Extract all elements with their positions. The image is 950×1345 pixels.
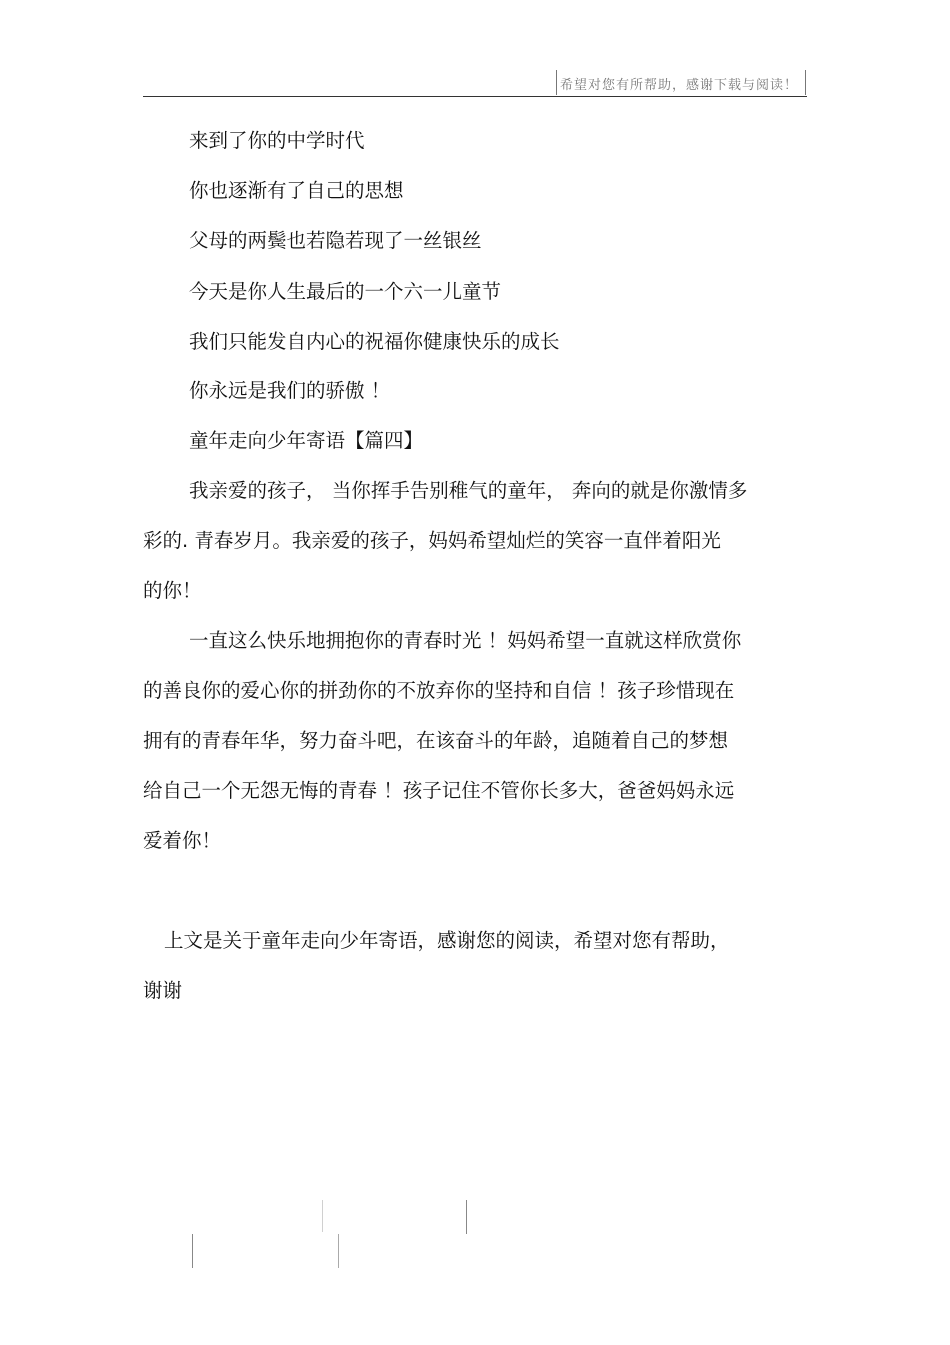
divider-mark (322, 1200, 323, 1232)
divider-mark (338, 1234, 339, 1268)
header-text: 希望对您有所帮助，感谢下载与阅读！ (560, 78, 799, 93)
text-line: 我们只能发自内心的祝福你健康快乐的成长 (189, 330, 560, 353)
section-heading: 童年走向少年寄语【篇四】 (189, 429, 424, 452)
text-line: 来到了你的中学时代 (189, 129, 365, 152)
text-line: 拥有的青春年华，努力奋斗吧，在该奋斗的年龄，追随着自己的梦想 (143, 729, 729, 752)
text-line: 你永远是我们的骄傲 ！ (189, 379, 391, 402)
text-line: 给自己一个无怨无悔的青春 ！孩子记住不管你长多大，爸爸妈妈永远 (143, 779, 735, 802)
text-line: 我亲爱的孩子， 当你挥手告别稚气的童年， 奔向的就是你激情多 (189, 479, 748, 502)
divider-mark (192, 1234, 193, 1268)
text-line: 一直这么快乐地拥抱你的青春时光 ！妈妈希望一直就这样欣赏你 (189, 629, 742, 652)
text-line: 的善良你的爱心你的拼劲你的不放弃你的坚持和自信 ！孩子珍惜现在 (143, 679, 735, 702)
text-line: 彩的. 青春岁月。我亲爱的孩子，妈妈希望灿烂的笑容一直伴着阳光 (143, 529, 721, 552)
text-line: 的你！ (143, 579, 202, 602)
text-line: 父母的两鬓也若隐若现了一丝银丝 (189, 229, 482, 252)
text-line: 你也逐渐有了自己的思想 (189, 179, 404, 202)
closing-line: 上文是关于童年走向少年寄语，感谢您的阅读，希望对您有帮助， (164, 929, 730, 952)
text-line: 今天是你人生最后的一个六一儿童节 (189, 280, 502, 303)
divider-mark (466, 1200, 467, 1234)
header-rule (143, 96, 807, 97)
text-line: 爱着你！ (143, 829, 222, 852)
closing-line: 谢谢 (143, 979, 183, 1002)
